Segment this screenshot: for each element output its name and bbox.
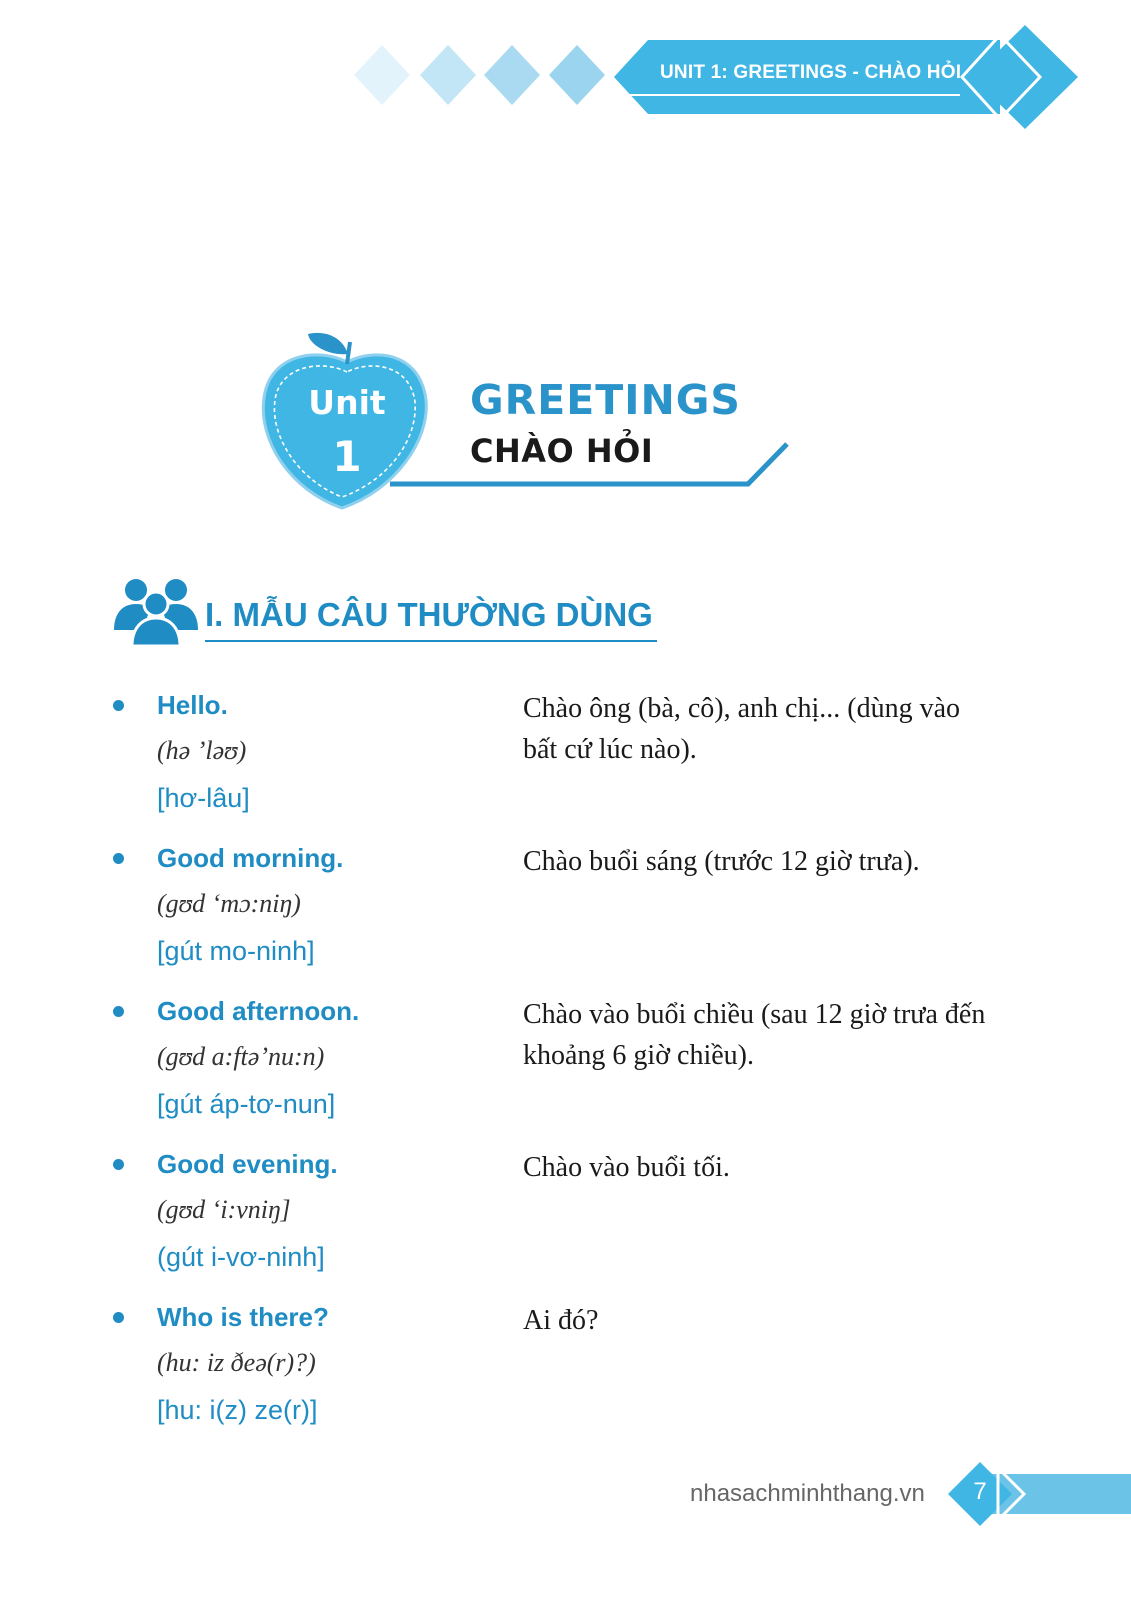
phrase-english: Hello. bbox=[157, 690, 228, 720]
header-diamond-2 bbox=[420, 45, 476, 105]
phrase-meaning: Chào buổi sáng (trước 12 giờ trưa). bbox=[523, 846, 920, 877]
phrase-ipa: (hə ’ləʊ) bbox=[157, 736, 247, 765]
phrase-vietnamese-pronunciation: [gút mo-ninh] bbox=[157, 936, 315, 966]
phrase-ipa: (gʊd a:ftə’nu:n) bbox=[157, 1042, 325, 1071]
bullet-icon bbox=[113, 1159, 124, 1170]
header-decoration bbox=[0, 0, 1131, 140]
bullet-icon bbox=[113, 853, 124, 864]
phrase-meaning: Chào vào buổi chiều (sau 12 giờ trưa đến khoảng 6 giờ chiều). bbox=[523, 999, 986, 1071]
page-number: 7 bbox=[973, 1478, 987, 1505]
header-diamond-1 bbox=[354, 45, 410, 105]
phrase-vietnamese-pronunciation: [gút áp-tơ-nun] bbox=[157, 1089, 336, 1119]
unit-number: 1 bbox=[332, 432, 362, 481]
phrase-english: Good morning. bbox=[157, 843, 344, 873]
header-diamond-3 bbox=[484, 45, 540, 105]
phrase-vietnamese-pronunciation: [hu: i(z) ze(r)] bbox=[157, 1395, 318, 1425]
bullet-icon bbox=[113, 700, 124, 711]
phrase-vietnamese-pronunciation: [hơ-lâu] bbox=[157, 783, 250, 813]
phrase-ipa: (hu: iz ðeə(r)?) bbox=[157, 1348, 316, 1377]
bullet-icon bbox=[113, 1312, 124, 1323]
phrase-ipa: (gʊd ‘mɔ:niŋ) bbox=[157, 889, 301, 918]
phrase-english: Good afternoon. bbox=[157, 996, 360, 1026]
phrase-english: Who is there? bbox=[157, 1302, 329, 1332]
people-group-icon bbox=[112, 574, 202, 648]
header-title: UNIT 1: GREETINGS - CHÀO HỎI bbox=[660, 62, 962, 83]
phrase-meaning: Chào vào buổi tối. bbox=[523, 1152, 730, 1183]
unit-label: Unit bbox=[308, 383, 386, 422]
phrase-english: Good evening. bbox=[157, 1149, 338, 1179]
footer-website[interactable]: nhasachminhthang.vn bbox=[690, 1480, 925, 1507]
section-heading: I. MẪU CÂU THƯỜNG DÙNG bbox=[205, 596, 657, 642]
phrase-meaning: Chào ông (bà, cô), anh chị... (dùng vào bất cứ lúc nào). bbox=[523, 693, 960, 765]
phrase-ipa: (gʊd ‘i:vniŋ] bbox=[157, 1195, 291, 1224]
bullet-icon bbox=[113, 1006, 124, 1017]
phrase-meaning: Ai đó? bbox=[523, 1305, 599, 1336]
unit-title: GREETINGS bbox=[470, 376, 741, 424]
unit-subtitle: CHÀO HỎI bbox=[470, 432, 654, 470]
header-diamond-4 bbox=[549, 45, 605, 105]
phrase-vietnamese-pronunciation: (gút i-vơ-ninh] bbox=[157, 1242, 325, 1272]
